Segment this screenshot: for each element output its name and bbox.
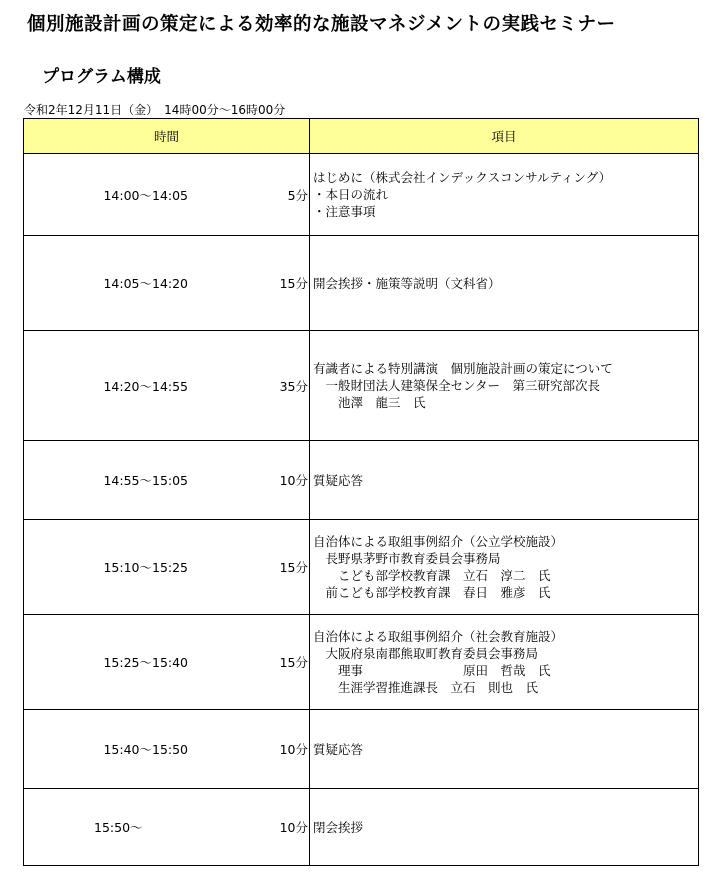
row-item xyxy=(310,154,699,236)
row-item xyxy=(310,331,699,441)
table-header-row xyxy=(24,119,699,154)
row-item xyxy=(310,441,699,520)
item-line: 質疑応答 xyxy=(313,472,364,488)
item-line: 有識者による特別講演 個別施設計画の策定について xyxy=(313,361,613,376)
event-date: 令和2年12月11日（金） 14時00分～16時00分 xyxy=(24,103,286,117)
item-line: 一般財団法人建築保全センター 第三研究部次長 xyxy=(313,378,601,393)
program-subtitle: プログラム構成 xyxy=(42,67,161,87)
item-line: 自治体による取組事例紹介（公立学校施設） xyxy=(313,534,564,549)
item-line: 閉会挨拶 xyxy=(313,819,364,835)
item-line: はじめに（株式会社インデックスコンサルティング） xyxy=(313,170,612,185)
header-item: 項目 xyxy=(310,119,699,154)
header-time: 時間 xyxy=(24,119,310,154)
row-duration: 15分 xyxy=(268,520,310,615)
program-table xyxy=(23,118,699,866)
table-row xyxy=(24,331,699,441)
table-row xyxy=(24,441,699,520)
row-duration: 10分 xyxy=(268,789,310,866)
table-row xyxy=(24,789,699,866)
row-time: 14:55～15:05 xyxy=(24,441,268,520)
row-duration: 15分 xyxy=(268,236,310,331)
program-body xyxy=(24,154,699,866)
table-row xyxy=(24,154,699,236)
table-row xyxy=(24,615,699,710)
item-line: 大阪府泉南郡熊取町教育委員会事務局 xyxy=(313,646,539,661)
row-time: 14:20～14:55 xyxy=(24,331,268,441)
item-line: 理事 原田 哲哉 氏 xyxy=(313,663,551,678)
row-duration: 10分 xyxy=(268,441,310,520)
item-line: 自治体による取組事例紹介（社会教育施設） xyxy=(313,629,564,644)
table-row xyxy=(24,710,699,789)
row-duration: 15分 xyxy=(268,615,310,710)
row-duration: 5分 xyxy=(268,154,310,236)
row-item xyxy=(310,615,699,710)
row-time: 15:40～15:50 xyxy=(24,710,268,789)
row-time: 15:10～15:25 xyxy=(24,520,268,615)
item-line: 長野県茅野市教育委員会事務局 xyxy=(313,551,501,566)
item-line: こども部学校教育課 立石 淳二 氏 xyxy=(313,568,551,583)
row-item xyxy=(310,520,699,615)
item-line: 質疑応答 xyxy=(313,741,364,757)
row-time: 14:05～14:20 xyxy=(24,236,268,331)
row-duration: 10分 xyxy=(268,710,310,789)
table-row xyxy=(24,520,699,615)
row-item xyxy=(310,789,699,866)
item-line: 開会挨拶・施策等説明（文科省） xyxy=(313,275,501,291)
row-item xyxy=(310,236,699,331)
row-time: 15:50～ xyxy=(24,789,268,866)
row-time: 14:00～14:05 xyxy=(24,154,268,236)
item-line: 池澤 龍三 氏 xyxy=(313,395,426,410)
table-row xyxy=(24,236,699,331)
item-line: ・注意事項 xyxy=(313,204,376,219)
item-line: 前こども部学校教育課 春日 雅彦 氏 xyxy=(313,585,551,600)
item-line: ・本日の流れ xyxy=(313,187,389,202)
item-line: 生涯学習推進課長 立石 則也 氏 xyxy=(313,680,539,695)
row-item xyxy=(310,710,699,789)
page-title: 個別施設計画の策定による効率的な施設マネジメントの実践セミナー xyxy=(27,14,616,35)
row-time: 15:25～15:40 xyxy=(24,615,268,710)
row-duration: 35分 xyxy=(268,331,310,441)
